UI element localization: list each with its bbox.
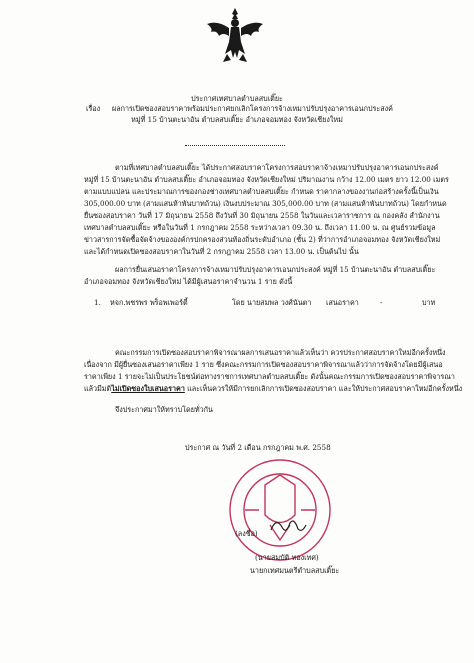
bid-offer-label: เสนอราคา	[326, 298, 359, 307]
subject-label: เรื่อง	[86, 104, 101, 113]
bid-number: 1.	[94, 298, 101, 307]
para2-line1: ผลการยื่นเสนอราคาโครงการจ้างเหมาปรับปรุงอาคารเอนกประสงค์ หมู่ที่ 15 บ้านตะนาอัน ตำบลสบเติ๊ยะ	[115, 265, 436, 274]
subject-line-2: หมู่ที่ 15 บ้านตะนาอัน ตำบลสบเติ๊ยะ อำเภอจอมทอง จังหวัดเชียงใหม่	[131, 115, 343, 124]
para1-line4: 305,000.00 บาท (สามแสนห้าพันบาทถ้วน) เงินงบประมาณ 305,000.00 บาท (สามแสนห้าพันบาทถ้วน) โดยกำหนด	[84, 199, 447, 208]
announcement-date: ประกาศ ณ วันที่ 2 เดือน กรกฎาคม พ.ศ. 2558	[185, 443, 331, 452]
para3-line4	[84, 384, 462, 393]
para1-line8: และได้กำหนดเปิดซองสอบราคาในวันที่ 2 กรกฎาคม 2558 เวลา 13.00 น. เป็นต้นไป นั้น	[84, 247, 359, 256]
para3-line4-rest: และเห็นควรให้มีการยกเลิกการเปิดซองสอบราคา และให้ประกาศสอบราคาใหม่อีกครั้งหนึ่ง	[184, 384, 463, 393]
bidder-representative: โดย นายสมพล วงศ์นันตา	[232, 298, 312, 307]
bid-unit: บาท	[422, 298, 436, 307]
para3-line1: คณะกรรมการเปิดซองสอบราคาพิจารณาผลการเสนอราคาแล้วเห็นว่า ควรประกาศสอบราคาใหม่อีกครั้งหนึ่ง	[115, 348, 446, 357]
para3-line3: ราคาเพียง 1 รายจะไม่เป็นประโยชน์ต่อทางราชการเทศบาลตำบลสบเติ๊ยะ ดังนั้นคณะกรรมการเปิดซองสอบราคาพิจารณา	[84, 372, 455, 381]
para1-line3: ตามแบบแปลน และประมาณการของกองช่างเทศบาลตำบลสบเติ๊ยะ กำหนด ราคากลางของงานก่อสร้างครั้งนี้เป็นเงิน	[84, 187, 439, 196]
signatory-name: (นายสมบัติ ทองเทศ)	[255, 553, 319, 562]
bidder-name: หจก.พชรพร พร็อพเพอร์ตี้	[110, 298, 188, 307]
para3-line4-prefix: แล้วมีมติ	[84, 384, 112, 393]
decision-underlined: ไม่เปิดซองใบเสนอราคา	[111, 384, 185, 393]
para1-line7: ข่าวสารการจัดซื้อจัดจ้างขององค์กรปกครองส่วนท้องถิ่นระดับอำเภอ (ชั้น 2) ที่ว่าการอำเภอจอมทอง จังหวัดเชียงใหม่	[84, 235, 441, 244]
para1-line1: ตามที่เทศบาลตำบลสบเติ๊ยะ ได้ประกาศสอบราคาโครงการสอบราคาจ้างเหมาปรับปรุงอาคารเอนกประสงค์	[115, 163, 439, 172]
garuda-emblem-icon	[205, 6, 265, 64]
divider-dots	[185, 145, 285, 146]
official-seal-stamp-icon	[225, 455, 335, 565]
para1-line6: เทศบาลตำบลสบเติ๊ยะ หรือในวันที่ 1 กรกฎาคม 2558 ระหว่างเวลา 09.30 น. ถึงเวลา 11.00 น. ณ ศูนย์รวมข้อมูล	[84, 223, 436, 232]
signatory-position: นายกเทศมนตรีตำบลสบเติ๊ยะ	[250, 566, 340, 575]
para3-line2: เนื่องจาก มีผู้ยื่นซองเสนอราคาเพียง 1 ราย ซึ่งคณะกรรมการเปิดซองสอบราคาพิจารณาแล้วว่าการจัดจ้างโดยมีผู้เสนอ	[84, 360, 443, 369]
para2-line2: อำเภอจอมทอง จังหวัดเชียงใหม่ ได้มีผู้เสนอราคาจำนวน 1 ราย ดังนี้	[84, 277, 293, 286]
para4: จึงประกาศมาให้ทราบโดยทั่วกัน	[115, 405, 213, 414]
org-title: ประกาศเทศบาลตำบลสบเติ๊ยะ	[191, 94, 283, 103]
bid-offer-value: -	[380, 298, 383, 307]
subject-line-1: ผลการเปิดซองสอบราคาพร้อมประกาศยกเลิกโครงการจ้างเหมาปรับปรุงอาคารเอนกประสงค์	[112, 104, 393, 113]
para1-line2: หมู่ที่ 15 บ้านตะนาอัน ตำบลสบเติ๊ยะ อำเภอจอมทอง จังหวัดเชียงใหม่ ปริมาณงาน กว้าง 12.00 เมตร ยาว 12.00 เมตร	[84, 175, 449, 184]
para1-line5: ยื่นซองสอบราคา วันที่ 17 มิถุนายน 2558 ถึงวันที่ 30 มิถุนายน 2558 ในวันและเวลาราชการ ณ กองคลัง สำนักงาน	[84, 211, 440, 220]
signature-scribble-icon	[268, 515, 308, 537]
sign-label: (ลงชื่อ)	[235, 529, 258, 538]
